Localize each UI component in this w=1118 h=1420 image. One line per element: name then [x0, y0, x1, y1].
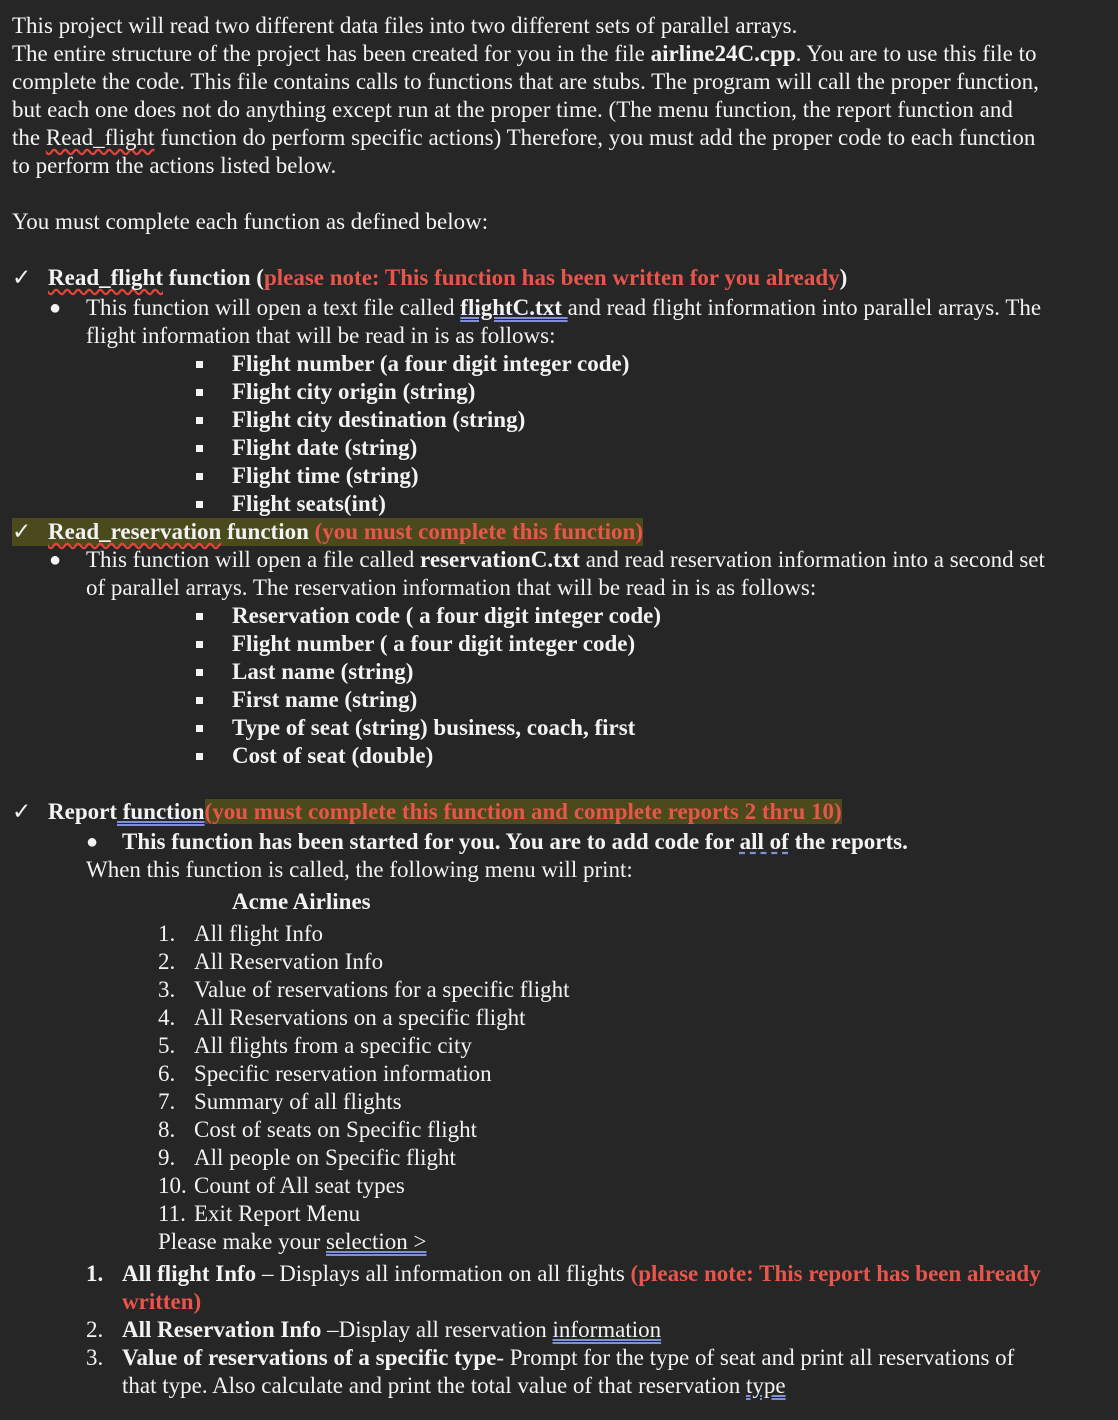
prompt-selection: selection > — [325, 1229, 427, 1254]
flight-field-item: Flight city destination (string) — [232, 407, 526, 432]
menu-item — [158, 1144, 456, 1172]
menu-item — [158, 1116, 477, 1144]
menu-item-label: Specific reservation information — [194, 1061, 492, 1086]
flight-field-item: Flight time (string) — [232, 463, 419, 488]
menu-item — [158, 948, 383, 976]
square-bullet-icon — [196, 697, 203, 704]
checkmark-icon: ✓ — [12, 265, 32, 290]
report-text: - Prompt for the type of seat and print all reservations of — [496, 1345, 1015, 1370]
heading-text: ) — [839, 265, 848, 290]
square-bullet-icon — [196, 473, 203, 480]
intro-text: function do perform specific actions) Therefore, you must add the proper code to each function — [154, 125, 1036, 150]
menu-item-number: 8. — [158, 1117, 176, 1142]
menu-prompt — [158, 1228, 426, 1256]
report-text: that type. Also calculate and print the total value of that reservation — [122, 1373, 746, 1398]
square-bullet-icon — [196, 389, 203, 396]
desc-text: and read reservation information into a second set — [579, 547, 1045, 572]
square-bullet-icon — [196, 501, 203, 508]
cpp-filename: airline24C.cpp — [650, 41, 796, 66]
reservation-field-item: Type of seat (string) business, coach, first — [232, 715, 636, 740]
menu-item-label: All flights from a specific city — [194, 1033, 472, 1058]
desc-text: This function has been started for you. You are to add code for — [122, 829, 740, 854]
intro-text: The entire structure of the project has been created for you in the file — [12, 41, 651, 66]
read-reservation-note: (you must complete this function) — [314, 519, 644, 544]
read-flight-desc-1 — [86, 294, 1110, 322]
report-3-desc-cont — [122, 1372, 1110, 1400]
report-text: type — [746, 1373, 786, 1398]
menu-item-number: 7. — [158, 1089, 176, 1114]
reservation-field-item: Flight number ( a four digit integer code) — [232, 631, 636, 656]
menu-item — [158, 1004, 526, 1032]
all-of-text: all of — [739, 829, 789, 854]
read-flight-heading — [48, 264, 847, 292]
read-reservation-name: Read_reservation — [48, 519, 222, 544]
intro-line-5 — [12, 124, 1110, 152]
report-2-desc — [122, 1316, 1110, 1344]
intro-line-2 — [12, 40, 1110, 68]
report-1-desc — [122, 1260, 1110, 1288]
report-1-note-cont: written) — [122, 1289, 202, 1314]
report-text: –Display all reservation — [321, 1317, 553, 1342]
heading-text: function — [116, 799, 205, 824]
intro-text: . You are to use this file to — [795, 41, 1037, 66]
intro-para-2: You must complete each function as defined below: — [12, 209, 489, 234]
report-number: 2. — [86, 1317, 104, 1342]
report-text: information — [552, 1317, 662, 1342]
read-reservation-heading — [40, 518, 643, 546]
read-flight-name: Read_flight — [48, 265, 163, 290]
desc-text: the reports. — [788, 829, 908, 854]
menu-item — [158, 920, 323, 948]
square-bullet-icon — [196, 641, 203, 648]
menu-item — [158, 1060, 492, 1088]
flight-field-item: Flight city origin (string) — [232, 379, 476, 404]
bullet-icon: ● — [49, 549, 62, 571]
read-flight-desc-2: flight information that will be read in is as follows: — [86, 323, 556, 348]
bullet-icon: ● — [49, 297, 62, 319]
report-note: (please note: This report has been already — [630, 1261, 1041, 1286]
menu-item-number: 2. — [158, 949, 176, 974]
flight-field-item: Flight number (a four digit integer code) — [232, 351, 630, 376]
bullet-icon: ● — [86, 831, 99, 853]
square-bullet-icon — [196, 669, 203, 676]
report-number: 3. — [86, 1345, 104, 1370]
intro-line-3: complete the code. This file contains calls to functions that are stubs. The program will call the proper function, — [12, 69, 1039, 94]
intro-line-4: but each one does not do anything except run at the proper time. (The menu function, the report function and — [12, 97, 1013, 122]
square-bullet-icon — [196, 613, 203, 620]
menu-item-label: Summary of all flights — [194, 1089, 402, 1114]
desc-text: and read flight information into parallel arrays. The — [567, 295, 1042, 320]
reservation-field-item: First name (string) — [232, 687, 418, 712]
report-text: – Displays all information on all flights — [256, 1261, 631, 1286]
menu-item-number: 10. — [158, 1173, 187, 1198]
reservation-field-item: Last name (string) — [232, 659, 414, 684]
desc-text: This function will open a file called — [86, 547, 421, 572]
menu-item-number: 1. — [158, 921, 176, 946]
menu-item — [158, 1172, 405, 1200]
prompt-text: Please make your — [158, 1229, 326, 1254]
menu-item-label: Exit Report Menu — [194, 1201, 361, 1226]
square-bullet-icon — [196, 417, 203, 424]
report-desc-1 — [122, 828, 908, 856]
flight-field-item: Flight seats(int) — [232, 491, 386, 516]
checkmark-icon: ✓ — [12, 799, 32, 824]
menu-item-number: 11. — [158, 1201, 186, 1226]
menu-item-label: All Reservation Info — [194, 949, 384, 974]
desc-text: This function will open a text file called — [86, 295, 461, 320]
menu-item — [158, 976, 570, 1004]
heading-text: function ( — [163, 265, 264, 290]
menu-item-label: All flight Info — [194, 921, 324, 946]
menu-item-label: All Reservations on a specific flight — [194, 1005, 526, 1030]
square-bullet-icon — [196, 361, 203, 368]
menu-item-label: Cost of seats on Specific flight — [194, 1117, 477, 1142]
menu-item-label: All people on Specific flight — [194, 1145, 456, 1170]
read-flight-ref: Read_flight — [45, 125, 155, 150]
flight-field-item: Flight date (string) — [232, 435, 418, 460]
report-heading — [48, 798, 842, 826]
read-flight-note: please note: This function has been written for you already — [263, 265, 840, 290]
read-reservation-desc-1 — [86, 546, 1110, 574]
intro-text: the — [12, 125, 46, 150]
menu-item-number: 9. — [158, 1145, 176, 1170]
menu-item-label: Count of All seat types — [194, 1173, 405, 1198]
heading-text: function — [221, 519, 315, 544]
square-bullet-icon — [196, 725, 203, 732]
report-title: All flight Info — [122, 1261, 257, 1286]
menu-title: Acme Airlines — [232, 889, 371, 914]
report-name: Report — [48, 799, 117, 824]
reservation-filename: reservationC.txt — [420, 547, 580, 572]
checkmark-icon: ✓ — [12, 518, 40, 546]
menu-item-number: 4. — [158, 1005, 176, 1030]
read-reservation-desc-2: of parallel arrays. The reservation information that will be read in is as follows: — [86, 575, 817, 600]
intro-line-1: This project will read two different data files into two different sets of parallel arrays. — [12, 13, 798, 38]
square-bullet-icon — [196, 445, 203, 452]
menu-item — [158, 1088, 402, 1116]
square-bullet-icon — [196, 753, 203, 760]
menu-item-number: 6. — [158, 1061, 176, 1086]
report-note: (you must complete this function and complete reports 2 thru 10) — [204, 799, 842, 824]
reservation-field-item: Cost of seat (double) — [232, 743, 434, 768]
report-title: All Reservation Info — [122, 1317, 322, 1342]
report-number: 1. — [86, 1261, 104, 1286]
reservation-field-item: Reservation code ( a four digit integer code) — [232, 603, 662, 628]
report-desc-2: When this function is called, the following menu will print: — [86, 857, 633, 882]
menu-item-number: 5. — [158, 1033, 176, 1058]
menu-item — [158, 1200, 360, 1228]
menu-item-label: Value of reservations for a specific flight — [194, 977, 570, 1002]
menu-item — [158, 1032, 472, 1060]
menu-item-number: 3. — [158, 977, 176, 1002]
flight-filename: flightC.txt — [460, 295, 568, 320]
report-3-desc — [122, 1344, 1110, 1372]
intro-line-6: to perform the actions listed below. — [12, 153, 337, 178]
report-title: Value of reservations of a specific type — [122, 1345, 497, 1370]
